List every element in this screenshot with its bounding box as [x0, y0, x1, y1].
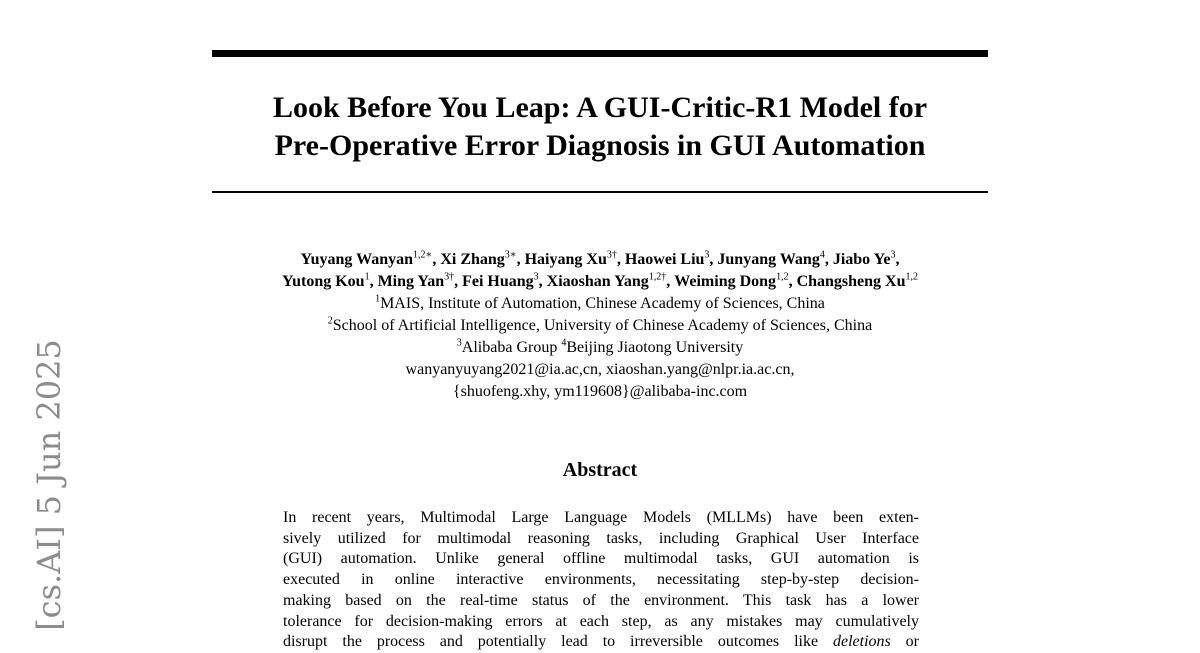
author-block	[150, 249, 1050, 403]
author-name: Junyang Wang	[717, 251, 820, 268]
author-affil: 1	[364, 271, 370, 283]
affiliation-2: $^2$School of Artificial Intelligence, University of Chinese Academy of Sciences, China	[327, 315, 873, 334]
abstract-line: tolerance for decision-making errors at each step, as any mistakes may cumulatively	[283, 612, 919, 630]
author-name: Yutong Kou	[282, 273, 365, 290]
abstract-line: executed in online interactive environments, necessitating step-by-step decision-	[283, 571, 919, 589]
abstract-body	[283, 508, 919, 653]
author-name: Jiabo Ye	[832, 251, 891, 268]
title-top-rule	[212, 50, 988, 57]
author-affil: 3	[606, 249, 612, 261]
affiliation-3-4: $^3$Alibaba Group $^4$Beijing Jiaotong University	[456, 337, 744, 356]
author-affil: 1,2	[776, 271, 789, 283]
author-mark: ∗	[425, 249, 433, 261]
author-line-1: Yuyang Wanyan$^{1,2∗}$, Xi Zhang$^{3∗}$, Haiyang $Xu^{3\dagger}$, Haowei Liu$^3$, Junyang Wang$^4$, Jiabo Ye$^3$,	[300, 249, 900, 268]
author-name: Yuyang Wanyan	[300, 251, 414, 268]
author-affil: 3	[890, 249, 896, 261]
author-name: Changsheng Xu	[796, 273, 906, 290]
author-affil: 1,2	[905, 271, 918, 283]
author-mark: †	[449, 271, 455, 283]
author-affil: 3∗	[504, 249, 517, 261]
email-line-1: wanyanyuyang2021@ia.ac,cn, xiaoshan.yang@nlpr.ia.ac.cn,	[405, 361, 795, 378]
author-mark: †	[661, 271, 667, 283]
abstract-line: sively utilized for multimodal reasoning tasks, including Graphical User Interface	[283, 529, 919, 547]
author-name: Xiaoshan Yang	[546, 273, 649, 290]
abstract-line: In recent years, Multimodal Large Language Models (MLLMs) have been exten-	[283, 509, 919, 526]
abstract-line: making based on the real-time status of the environment. This task has a lower	[283, 591, 919, 609]
author-name: Weiming Dong	[674, 273, 777, 290]
author-affil: 4	[819, 249, 825, 261]
paper-title	[212, 89, 988, 165]
author-affil: 1,2	[648, 271, 662, 283]
abstract-heading: Abstract	[562, 459, 638, 481]
author-affil: 3	[704, 249, 710, 261]
title-line-2: Pre-Operative Error Diagnosis in GUI Automation	[274, 129, 926, 162]
author-line-2: Yutong Kou$^1$, Ming Yan$^{3\dagger}$, Fei Huang$^3$, Xiaoshan Yang$^{1,2\dagger}$, Weiming Dong$^{1,2}$, Changsheng Xu$^{1,2}$	[282, 271, 918, 290]
author-name: Haowei Liu	[624, 251, 705, 268]
arxiv-stamp-text: [cs.AI] 5 Jun 2025	[30, 339, 68, 631]
affiliation-1: $^1$MAIS, Institute of Automation, Chinese Academy of Sciences, China	[375, 293, 825, 312]
arxiv-side-stamp	[27, 335, 71, 635]
abstract-line-last: disrupt the process and potentially lead to irreversible outcomes like deletions or	[283, 633, 919, 651]
author-affil: 3	[533, 271, 539, 283]
title-line-1: Look Before You Leap: A GUI-Critic-R1 Model for	[272, 91, 928, 124]
author-affil: 1,2	[413, 249, 426, 261]
author-affil: 3	[444, 271, 450, 283]
author-name: Haiyang Xu	[524, 251, 607, 268]
author-name: Xi Zhang	[440, 251, 505, 268]
author-mark: †	[611, 249, 617, 261]
title-bottom-rule	[212, 191, 988, 193]
emphasized-word: deletions	[832, 633, 891, 651]
author-name: Ming Yan	[377, 273, 445, 290]
abstract-line: (GUI) automation. Unlike general offline multimodal tasks, GUI automation is	[283, 550, 919, 568]
email-line-2: {shuofeng.xhy, ym119608}@alibaba-inc.com	[452, 383, 748, 400]
author-name: Fei Huang	[462, 273, 534, 290]
